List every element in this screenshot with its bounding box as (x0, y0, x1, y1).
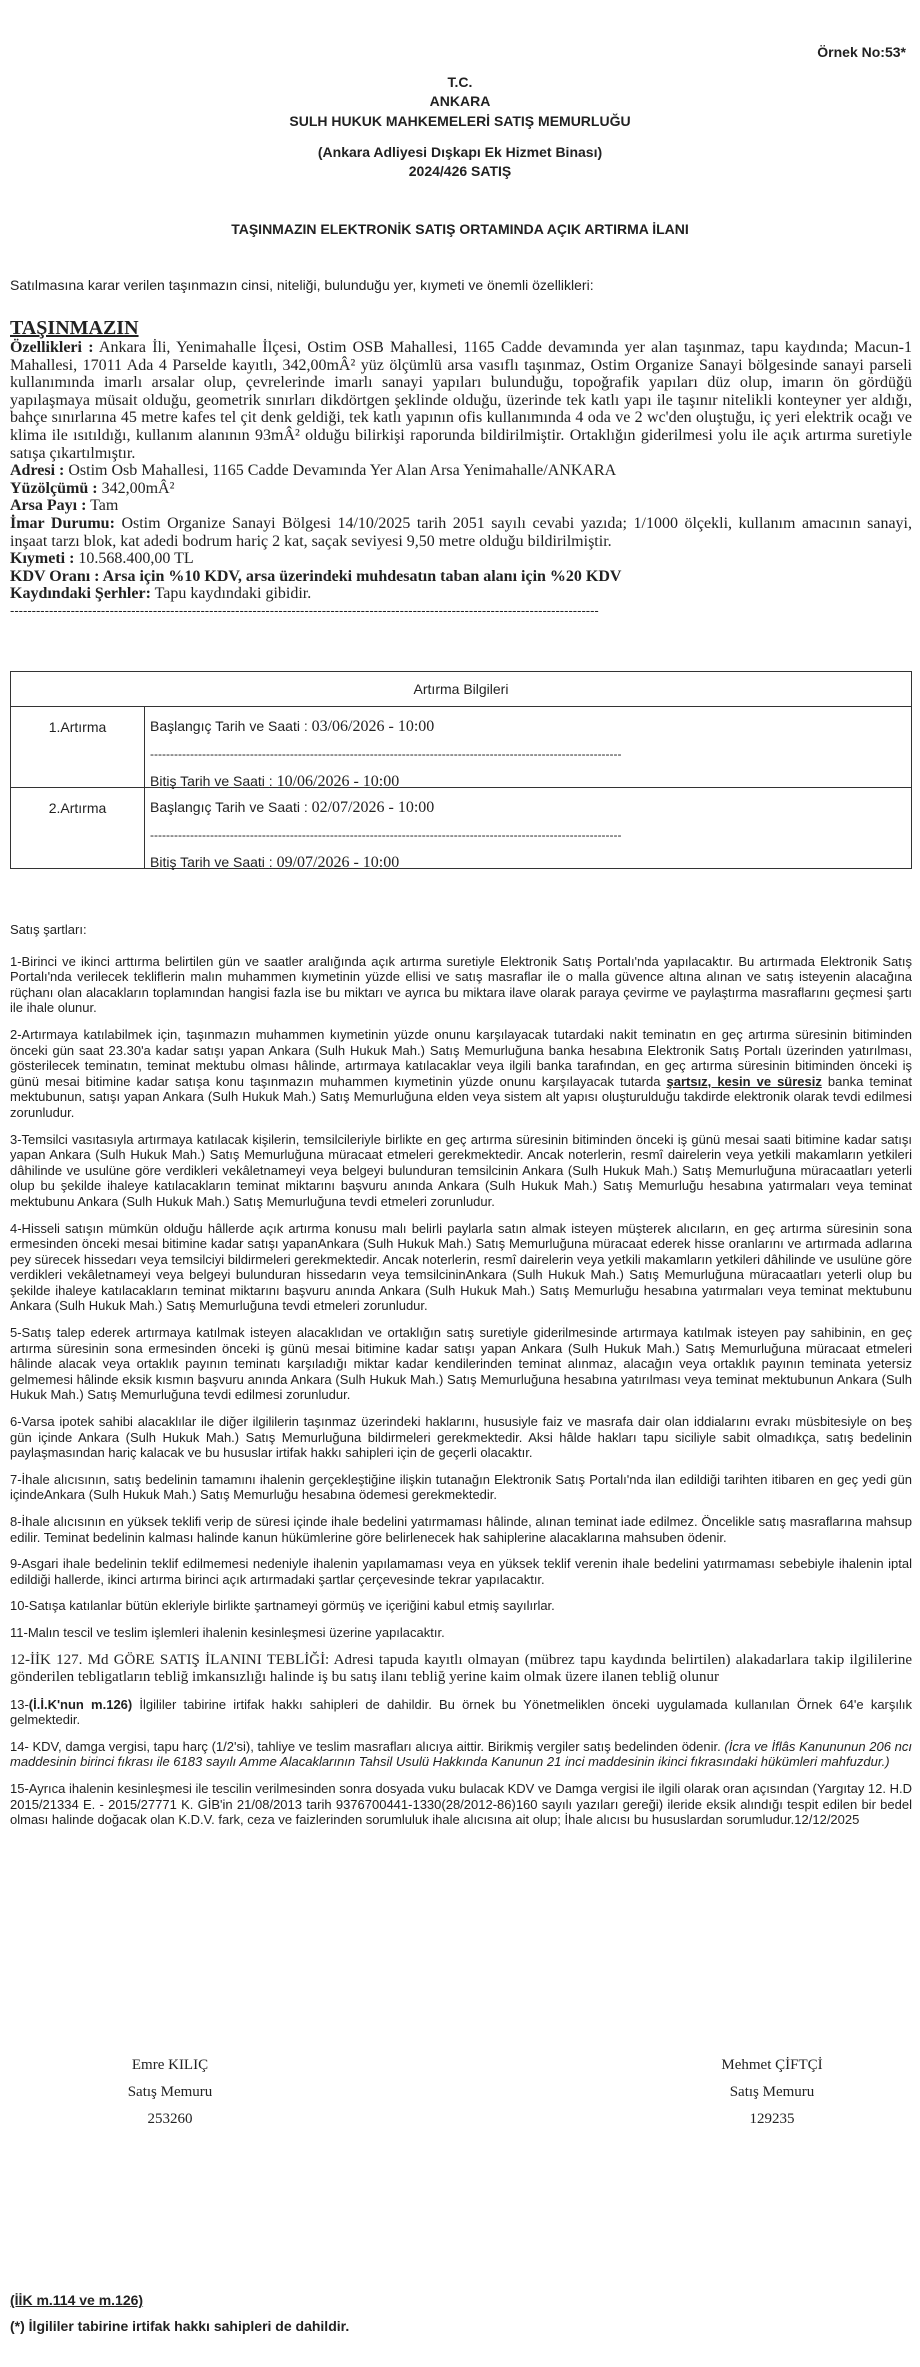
property-section (10, 317, 912, 619)
property-heading: TAŞINMAZIN (10, 317, 139, 339)
share-text: Tam (86, 497, 119, 515)
vat-text: KDV Oranı : Arsa için %10 KDV, arsa üzerindeki muhdesatın taban alanı için %20 KDV (10, 567, 622, 585)
condition-2-text: 2-Artırmaya katılabilmek için, taşınmazın muhammen kıymetinin yüzde onunu karşılayacak tutardaki nakit teminatın en geç artırma süresinin bitiminden önceki gün saat 23.30'a kadar satışı yapan Ankara (Sulh Hukuk Mah.) Satış Memurluğuna banka hesabına Elektronik Satış Portalı üzerinden yatırılması, gösterilecek teminatın, teminat mektubu olması hâlinde, artırmaya katılacaklar veya ilgili banka tarafından, en geç artırma süresinin bitiminden önceki iş günü mesai bitimine kadar satışa konu taşınmazın muhammen kıymetinin yüzde onunu karşılayacak tutarda (10, 1026, 912, 1089)
value-label: Kıymeti : (10, 550, 75, 568)
header-building: (Ankara Adliyesi Dışkapı Ek Hizmet Binası) (317, 144, 603, 160)
sale-conditions (10, 922, 912, 1839)
condition-10: 10-Satışa katılanlar bütün ekleriyle birlikte şartnameyi görmüş ve içeriğini kabul etmiş sayılırlar. (10, 1598, 555, 1614)
condition-3: 3-Temsilci vasıtasıyla artırmaya katılacak kişilerin, temsilcileriyle birlikte en geç artırma süresinin bitiminden önceki iş günü mesai saati bitimine kadar satışı yapan Ankara (Sulh Hukuk Mah.) Satış Memurluğuna müracaat etmeleri gerekmektedir. Ancak noterlerin, resmî dairelerin veya yetkili makamların yetkileri dâhilinde ve usulüne göre verdikleri vekâletnameyi veya belgeyi bulunduran temsilcinin Ankara (Sulh Hukuk Mah.) Satış Memurluğuna müracaatları yeterli olup bu şekilde ihaleye katılacakların teminat miktarını başvuru anında Ankara (Sulh Hukuk Mah.) Satış Memurluğu hesabına yatırmaları veya teminat mektubunu Ankara (Sulh Hukuk Mah.) Satış Memurluğuna tevdi etmeleri zorunludur. (10, 1131, 912, 1209)
header-office: SULH HUKUK MAHKEMELERİ SATIŞ MEMURLUĞU (289, 113, 631, 129)
zoning-text: Ostim Organize Sanayi Bölgesi 14/10/2025 tarih 2051 sayılı cevabi yazıda; 1/1000 ölçekli, kullanım amacının sanayi, inşaat tarzı blok, kat adedi bodrum hariç 2 kat, saçak seviyesi 9,50 metre olduğu bildirilmiştir. (10, 514, 913, 550)
address-label: Adresi : (10, 462, 65, 480)
auction-label: 2.Artırma (11, 788, 145, 869)
conditions-title: Satış şartları: (10, 922, 87, 937)
address-text: Ostim Osb Mahallesi, 1165 Cadde Devamında Yer Alan Arsa Yenimahalle/ANKARA (64, 462, 617, 480)
property-annotations (10, 585, 912, 603)
signer-title: Satış Memuru (729, 2084, 815, 2100)
start-value: 02/07/2026 - 10:00 (311, 799, 435, 816)
auction-end (150, 852, 910, 873)
header-city: ANKARA (429, 93, 491, 109)
property-share (10, 497, 912, 515)
zoning-label: İmar Durumu: (10, 514, 115, 532)
document-title: TAŞINMAZIN ELEKTRONİK SATIŞ ORTAMINDA AÇIK ARTIRMA İLANI (231, 221, 689, 237)
condition-6: 6-Varsa ipotek sahibi alacaklılar ile diğer ilgililerin taşınmaz üzerindeki haklarını, hususiyle faiz ve masrafa dair olan iddialarını evrakı müsbitesiyle on beş gün içinde Ankara (Sulh Hukuk Mah.) Satış Memurluğuna bildirmeleri gerekmektedir. Aksi hâlde hakları tapu siciliyle sabit olmadıkça, satış bedelinin paylaşmasından hariç kalacak ve bu hususlar irtifak hakkı sahipleri için de geçerli olacaktır. (10, 1414, 912, 1461)
condition-9: 9-Asgari ihale bedelinin teklif edilmemesi nedeniyle ihalenin yapılamaması veya en yüksek teklif verenin ihale bedelini yatırmaması sebebiyle ihalenin iptal edildiği hallerde, ikinci artırma birinci açık artırmadaki şartlar çerçevesinde tekrar yapılacaktır. (10, 1556, 912, 1587)
features-label: Özellikleri : (10, 339, 94, 356)
features-text: Ankara İli, Yenimahalle İlçesi, Ostim OSB Mahallesi, 1165 Cadde devamında yer alan taşınmaz, tapu kaydında; Macun-1 Mahallesi, 17011 Ada 4 Parselde kayıtlı, 342,00mÂ² yüz ölçümlü arsa vasıflı taşınmaz, Ostim Organize Sanayi bölgesinde sanayi parseli kullanımında imarlı arsalar olup, çevrelerinde imarlı sanayi yapıları bulunduğu, topoğrafik yapıları düz olup, imarın ön gördüğü yapılaşmaya müsait olduğu, geometrik sınırları dikdörtgen şeklinde olduğu, üzerinde tek katlı yapı ile taşınır nitelikli konteyner yer aldığı, bahçe sınırlarına 45 metre kafes tel çit denk geldiği, tek katlı yapının ofis kullanımında 4 oda ve 2 wc'den oluştuğu, iç yeri elektrik ocağı ve klima ile ısıtıldığı, kullanım alanının 93mÂ² olduğu bilirkişi raporunda bildirilmiştir. Ortaklığın giderilmesi yolu ile açık artırma suretiyle satışa çıkartılmıştır. (10, 339, 912, 462)
condition-2-text-end: banka teminat mektubunun, satışı yapan Ankara (Sulh Hukuk Mah.) Satış Memurluğuna elden veya sistem alt yapısı oluşturulduğu takdirde elektronik olarak tevdi edilmesi zorunludur. (10, 1073, 913, 1120)
start-label: Başlangıç Tarih ve Saati : (150, 799, 312, 815)
signature-block-right (662, 2052, 882, 2133)
share-label: Arsa Payı : (10, 497, 87, 515)
condition-2-emphasis: şartsız, kesin ve süresiz (666, 1073, 822, 1089)
auction-dates (145, 707, 912, 788)
condition-13-law: (İ.İ.K'nun m.126) (28, 1696, 133, 1712)
condition-1: 1-Birinci ve ikinci arttırma belirtilen gün ve saatler aralığında açık artırma suretiyle Elektronik Satış Portalı'nda yapılacaktır. Bu artırmada Elektronik Satış Portalı'nda verilecek tekliflerin malın muhammen kıymetinin yüzde ellisi ve satış masraflar ile o malla güvence altına alınan ve satış isteyenin alacağına rüçhanı olan alacakların toplamından hangisi fazla ise bu miktarı ve ayrıca bu miktara ilave olarak paraya çevirme ve paylaştırma masraflarını geçmesi şartı ile ihale olunur. (10, 953, 912, 1016)
condition-13 (10, 1697, 912, 1728)
header-tc: T.C. (447, 74, 473, 90)
condition-12: 12-İİK 127. Md GÖRE SATIŞ İLANINI TEBLİĞİ: Adresi tapuda kayıtlı olmayan (mübrez tapu kaydında belirtilen) alakadarlara takip ilgililerine gönderilen tebligatların tebliğ imkansızlığı halinde iş bu satış ilanı tebliğ yerine kaim olmak üzere ilanen tebliğ olunur (10, 1651, 912, 1685)
header-file-number: 2024/426 SATIŞ (408, 163, 512, 179)
end-value: 10/06/2026 - 10:00 (276, 773, 400, 790)
signature-block-left (60, 2052, 280, 2133)
row-divider: ---------------------------------------------------------------------------------------------------------------------- (150, 828, 622, 842)
auction-row (11, 707, 912, 788)
condition-4: 4-Hisseli satışın mümkün olduğu hâllerde açık artırma konusu malı belirli paylarla satın almak isteyen müşterek alıcıların, en geç artırma süresinin sona ermesinden önceki mesai bitimine kadar satışı yapanAnkara (Sulh Hukuk Mah.) Satış Memurluğuna müracaat ederek hisse oranlarını ve artırmada adlarına pey sürecek hissedarı veya temsilciyi bildirmeleri gerekmektedir. Ancak noterlerin, resmî dairelerin veya yetkili makamların yetkileri dâhilinde ve usulüne göre verdikleri vekâletnameyi veya belgeyi bulunduran hissedarın veya temsilcininAnkara (Sulh Hukuk Mah.) Satış Memurluğuna müracaatları yeterli olup bu şekilde ihaleye katılacakların teminat miktarını başvuru anında Ankara (Sulh Hukuk Mah.) Satış Memurluğu hesabına yatırmaları veya teminat mektubunu Ankara (Sulh Hukuk Mah.) Satış Memurluğuna tevdi etmeleri zorunludur. (10, 1220, 912, 1314)
property-value (10, 550, 912, 568)
area-text: 342,00mÂ² (97, 479, 175, 497)
auction-row (11, 788, 912, 869)
condition-2 (10, 1027, 912, 1121)
auction-dates (145, 788, 912, 869)
property-features (10, 339, 912, 462)
auction-start (150, 716, 910, 737)
condition-8: 8-İhale alıcısının en yüksek teklifi verip de süresi içinde ihale bedelini yatırmaması hâlinde, alınan teminat iade edilmez. Öncelikle satış masraflarına mahsup edilir. Teminat bedelinin kalması halinde kanun hükümlerine göre belirlenecek hak sahiplerine alacaklarına mahsuben ödenir. (10, 1514, 912, 1545)
start-label: Başlangıç Tarih ve Saati : (150, 718, 312, 734)
footer-law-reference: (İİK m.114 ve m.126) (10, 2292, 144, 2308)
ornek-number: Örnek No:53* (817, 44, 906, 60)
condition-11: 11-Malın tescil ve teslim işlemleri ihalenin kesinleşmesi üzerine yapılacaktır. (10, 1624, 445, 1640)
auction-label: 1.Artırma (11, 707, 145, 788)
end-label: Bitiş Tarih ve Saati : (150, 854, 277, 870)
end-label: Bitiş Tarih ve Saati : (150, 773, 277, 789)
condition-13-text: İlgililer tabirine irtifak hakkı sahipleri de dahildir. Bu örnek bu Yönetmeliklen önceki uygulamada kullanılan Örnek 64'e karşılık gelmektedir. (10, 1696, 912, 1728)
signer-number: 129235 (749, 2111, 795, 2127)
condition-5: 5-Satış talep ederek artırmaya katılmak isteyen alacaklıdan ve ortaklığın satış suretiyle giderilmesinde artırmaya katılmak isteyen pay sahibinin, en geç artırma süresinin sona ermesinden önceki iş günü mesai bitimine kadar satışı yapan Ankara (Sulh Hukuk Mah.) Satış Memurluğuna müracaat etmeleri hâlinde alacak veya ortaklık payının teminatı karşıladığı miktar kadar kendilerinden teminat alınmaz, alacağın veya ortaklık payının teminata yetersiz gelmemesi hâlinde eksik kısmın başvuru anında Ankara (Sulh Hukuk Mah.) Satış Memurluğuna hesabına yatırılması veya teminat mektubunun Ankara (Sulh Hukuk Mah.) Satış Memurluğuna tevdi edilmesi zorunludur. (10, 1325, 912, 1403)
footer-note: (*) İlgililer tabirine irtifak hakkı sahipleri de dahildir. (10, 2318, 350, 2334)
area-label: Yüzölçümü : (10, 479, 98, 497)
annotations-label: Kaydındaki Şerhler: (10, 585, 151, 603)
condition-14-text: 14- KDV, damga vergisi, tapu harç (1/2'si), tahliye ve teslim masrafları alıcıya aittir. Birikmiş vergiler satış bedelinden ödenir. (10, 1738, 725, 1754)
signer-name: Mehmet ÇİFTÇİ (721, 2057, 823, 2073)
condition-14-italic: (İcra ve İflâs Kanununun 206 ncı maddesinin birinci fıkrası ile 6183 sayılı Amme Alacaklarının Tahsil Usulü Hakkında Kanunun 21 inci maddesinin ikinci fıkrasındaki hükümleri mahfuzdur.) (10, 1738, 912, 1770)
signer-name: Emre KILIÇ (131, 2057, 209, 2073)
row-divider: ---------------------------------------------------------------------------------------------------------------------- (150, 747, 622, 761)
condition-13-num: 13- (10, 1696, 29, 1712)
auction-start (150, 797, 910, 818)
signer-number: 253260 (147, 2111, 193, 2127)
end-value: 09/07/2026 - 10:00 (276, 854, 400, 871)
annotations-text: Tapu kaydındaki gibidir. (150, 585, 312, 603)
auction-table-header: Artırma Bilgileri (11, 672, 912, 707)
condition-14 (10, 1739, 912, 1770)
start-value: 03/06/2026 - 10:00 (311, 718, 435, 735)
property-address (10, 462, 912, 480)
property-vat (10, 568, 912, 586)
property-zoning (10, 515, 912, 550)
signer-title: Satış Memuru (127, 2084, 213, 2100)
condition-7: 7-İhale alıcısının, satış bedelinin tamamını ihalenin gerçekleştiğine ilişkin tutanağın Elektronik Satış Portalı'nda ilan edildiği tarihten itibaren en geç yedi gün içindeAnkara (Sulh Hukuk Mah.) Satış Memurluğu hesabına ödemesi gerekmektedir. (10, 1471, 912, 1503)
intro-text: Satılmasına karar verilen taşınmazın cinsi, niteliği, bulunduğu yer, kıymeti ve önemli özellikleri: (10, 277, 594, 293)
value-text: 10.568.400,00 TL (74, 550, 194, 568)
property-area (10, 480, 912, 498)
condition-15: 15-Ayrıca ihalenin kesinleşmesi ile tescilin verilmesinden sonra dosyada vuku bulacak KDV ve Damga vergisi ile ilgili olarak oran açısından (Yargıtay 12. H.D 2015/21334 E. - 2015/27771 K. GİB'in 21/08/2013 tarih 9376700441-1330(28/2012-86)160 sayılı yazıları gereği) ileride eksik alındığı tespit edilen bir bedel olması halinde doğacak olan K.D.V. fark, ceza ve faizlerinden sorumluluk ihale alıcısına ait olup; İhale alıcısı bu hususlardan sorumludur.12/12/2025 (10, 1780, 913, 1828)
divider-line: ---------------------------------------------------------------------------------------------------------------------------------------- (10, 602, 599, 618)
auction-table (10, 671, 912, 869)
